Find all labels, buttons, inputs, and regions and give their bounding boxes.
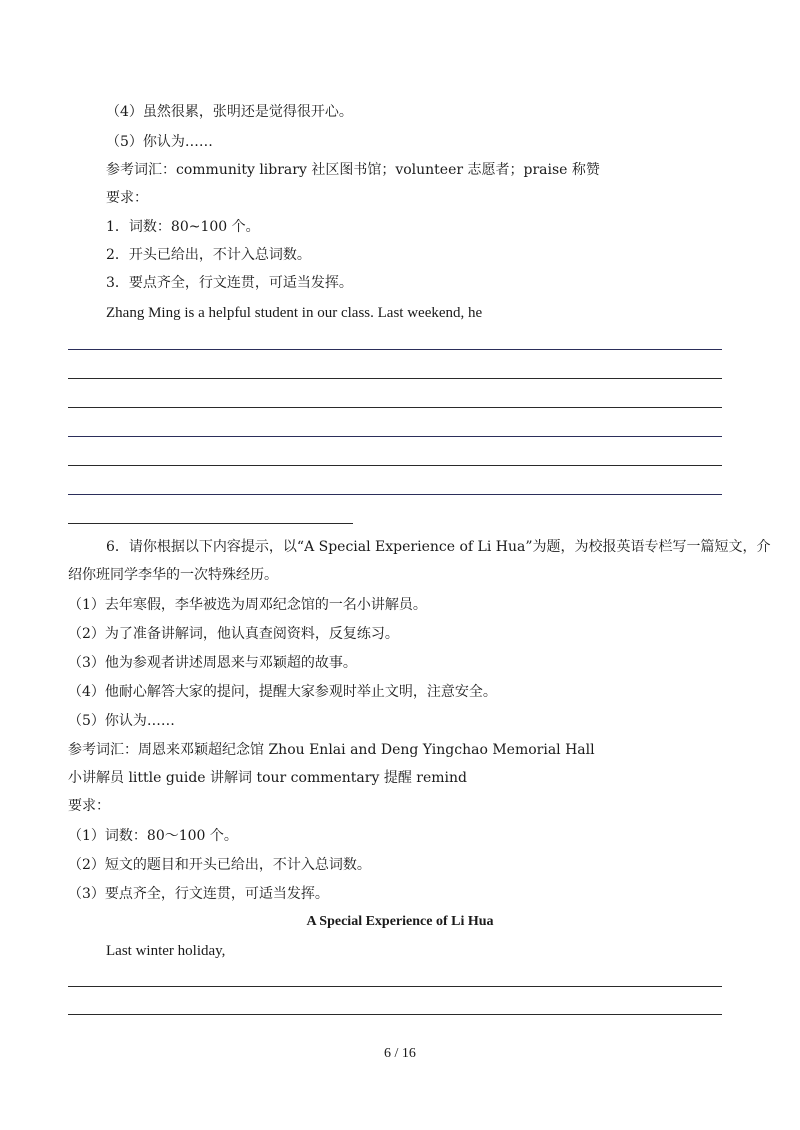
writing-line xyxy=(68,465,722,466)
writing-line xyxy=(68,349,722,350)
q6-prompt-line-2: 绍你班同学李华的一次特殊经历。 xyxy=(68,567,278,583)
q6-point-5: （5）你认为…… xyxy=(68,713,175,729)
q6-opening-sentence: Last winter holiday, xyxy=(106,943,226,959)
writing-line xyxy=(68,1014,722,1015)
q6-point-2: （2）为了准备讲解词，他认真查阅资料，反复练习。 xyxy=(68,626,399,642)
writing-line-short xyxy=(68,523,353,524)
q6-prompt-line-1: 6．请你根据以下内容提示，以“A Special Experience of Li Hua”为题，为校报英语专栏写一篇短文，介 xyxy=(106,539,771,555)
q5-requirement-3: 3．要点齐全，行文连贯，可适当发挥。 xyxy=(106,275,353,291)
page-number: 6 / 16 xyxy=(384,1046,416,1061)
writing-line xyxy=(68,436,722,437)
q5-point-4: （4）虽然很累，张明还是觉得很开心。 xyxy=(106,104,353,120)
writing-line xyxy=(68,378,722,379)
q5-requirement-1: 1．词数：80~100 个。 xyxy=(106,219,260,235)
q6-point-1: （1）去年寒假，李华被选为周邓纪念馆的一名小讲解员。 xyxy=(68,597,427,613)
q5-point-5: （5）你认为…… xyxy=(106,134,213,150)
writing-line xyxy=(68,407,722,408)
writing-line xyxy=(68,986,722,987)
q6-requirement-3: （3）要点齐全，行文连贯，可适当发挥。 xyxy=(68,886,329,902)
q6-point-3: （3）他为参观者讲述周恩来与邓颖超的故事。 xyxy=(68,655,357,671)
q6-requirement-2: （2）短文的题目和开头已给出，不计入总词数。 xyxy=(68,857,371,873)
writing-line xyxy=(68,494,722,495)
q6-vocab-line-1: 参考词汇：周恩来邓颖超纪念馆 Zhou Enlai and Deng Yingchao Memorial Hall xyxy=(68,742,595,758)
q6-point-4: （4）他耐心解答大家的提问，提醒大家参观时举止文明，注意安全。 xyxy=(68,684,497,700)
q5-opening-sentence: Zhang Ming is a helpful student in our class. Last weekend, he xyxy=(106,305,483,321)
essay-title: A Special Experience of Li Hua xyxy=(306,914,494,929)
q6-vocab-line-2: 小讲解员 little guide 讲解词 tour commentary 提醒 remind xyxy=(68,770,467,786)
q5-vocab: 参考词汇：community library 社区图书馆；volunteer 志愿者；praise 称赞 xyxy=(106,162,600,178)
q6-requirement-1: （1）词数：80～100 个。 xyxy=(68,828,238,844)
q6-requirements-label: 要求： xyxy=(68,798,110,814)
q5-requirement-2: 2．开头已给出，不计入总词数。 xyxy=(106,247,311,263)
q5-requirements-label: 要求： xyxy=(106,190,148,206)
